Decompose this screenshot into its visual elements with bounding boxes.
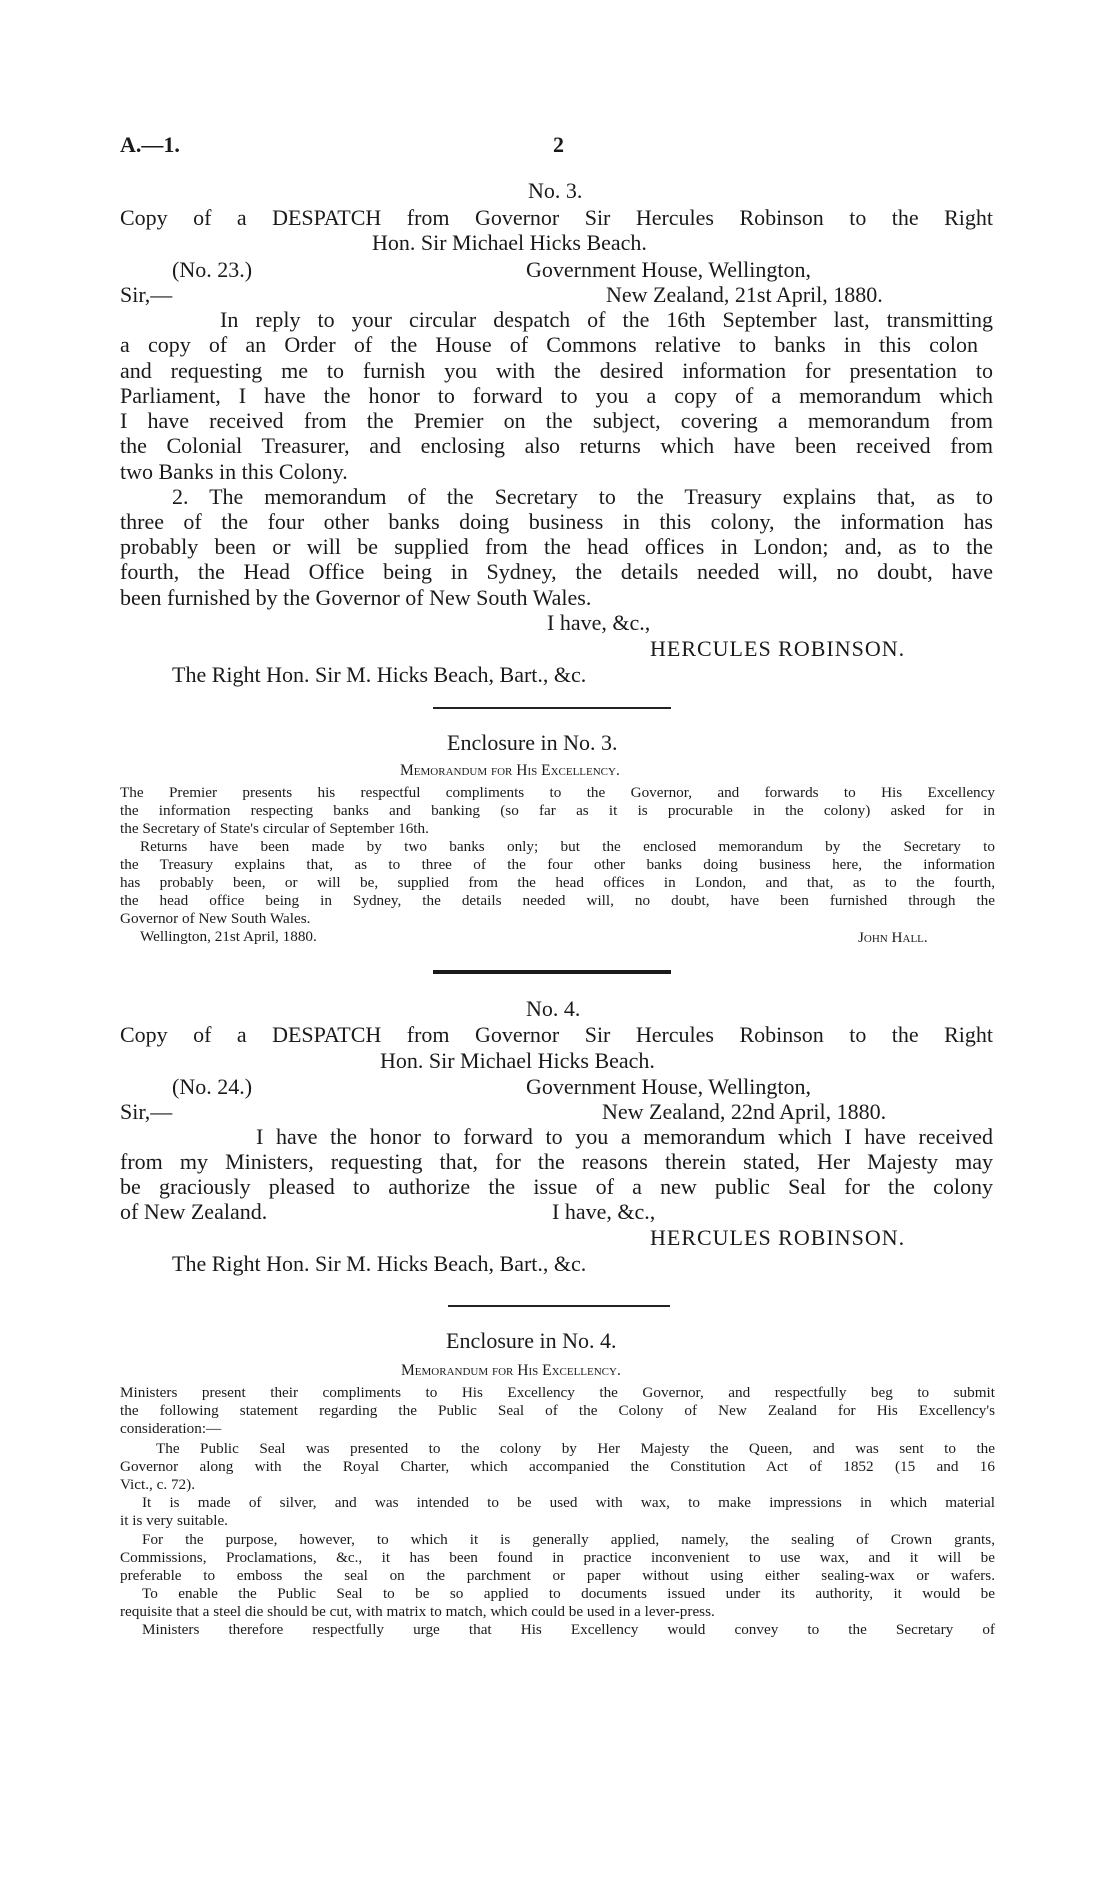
memo-line: Governor of New South Wales.: [120, 910, 311, 927]
memo-line: Vict., c. 72).: [120, 1476, 196, 1493]
body-line: from my Ministers, requesting that, for the reasons therein stated, Her Majesty may: [120, 1149, 993, 1174]
section-divider: [433, 970, 671, 974]
memo-line: the Secretary of State's circular of September 16th.: [120, 820, 429, 837]
despatch-ref-number: (No. 23.): [172, 257, 253, 282]
memo-signatory: John Hall.: [858, 929, 928, 946]
memo-line: consideration:—: [120, 1420, 222, 1437]
memorandum-title: Memorandum for His Excellency.: [401, 1362, 621, 1379]
despatch-number: No. 4.: [526, 996, 581, 1021]
body-line: I have the honor to forward to you a memorandum which I have received: [256, 1124, 993, 1149]
memo-date-line: Wellington, 21st April, 1880.: [140, 928, 317, 945]
body-line: In reply to your circular despatch of the 16th September last, transmitting: [220, 307, 993, 332]
sender-address: Government House, Wellington,: [526, 257, 812, 282]
closing: I have, &c.,: [547, 610, 651, 635]
memo-line: Returns have been made by two banks only; but the enclosed memorandum by the Secretary to: [140, 838, 995, 855]
memo-line: The Premier presents his respectful compliments to the Governor, and forwards to His Excellency: [120, 784, 995, 801]
signature: HERCULES ROBINSON.: [650, 1225, 906, 1250]
memo-line: has probably been, or will be, supplied from the head offices in London, and that, as to the fourth,: [120, 874, 995, 891]
salutation: Sir,—: [120, 282, 173, 307]
sender-address-date: New Zealand, 21st April, 1880.: [606, 282, 883, 307]
sender-address-date: New Zealand, 22nd April, 1880.: [602, 1099, 887, 1124]
memo-line: Ministers present their compliments to His Excellency the Governor, and respectfully beg to submit: [120, 1384, 995, 1401]
sender-address: Government House, Wellington,: [526, 1074, 812, 1099]
memo-line: the head office being in Sydney, the details needed will, no doubt, have been furnished through the: [120, 892, 995, 909]
enclosure-heading: Enclosure in No. 4.: [446, 1328, 617, 1353]
body-line: of New Zealand.: [120, 1199, 268, 1224]
body-line: two Banks in this Colony.: [120, 459, 348, 484]
despatch-title-continued: Hon. Sir Michael Hicks Beach.: [380, 1048, 655, 1073]
memo-line: For the purpose, however, to which it is generally applied, namely, the sealing of Crown grants,: [142, 1531, 995, 1548]
closing: I have, &c.,: [552, 1199, 656, 1224]
despatch-title-continued: Hon. Sir Michael Hicks Beach.: [372, 230, 647, 255]
body-line: been furnished by the Governor of New South Wales.: [120, 585, 592, 610]
salutation: Sir,—: [120, 1099, 173, 1124]
body-line: 2. The memorandum of the Secretary to the Treasury explains that, as to: [172, 484, 993, 509]
memo-line: Commissions, Proclamations, &c., it has been found in practice inconvenient to use wax, and it will be: [120, 1549, 995, 1566]
body-line: be graciously pleased to authorize the issue of a new public Seal for the colony: [120, 1174, 993, 1199]
memo-line: requisite that a steel die should be cut, with matrix to match, which could be used in a lever-press.: [120, 1603, 715, 1620]
body-line: fourth, the Head Office being in Sydney, the details needed will, no doubt, have: [120, 559, 993, 584]
memo-line: the Treasury explains that, as to three of the four other banks doing business here, the information: [120, 856, 995, 873]
memo-line: The Public Seal was presented to the colony by Her Majesty the Queen, and was sent to the: [156, 1440, 995, 1457]
page-number: 2: [553, 132, 564, 157]
body-line: probably been or will be supplied from the head offices in London; and, as to the: [120, 534, 993, 559]
body-line: and requesting me to furnish you with the desired information for presentation to: [120, 358, 993, 383]
memorandum-title: Memorandum for His Excellency.: [400, 762, 620, 779]
memo-line: Ministers therefore respectfully urge that His Excellency would convey to the Secretary of: [142, 1621, 995, 1638]
despatch-number: No. 3.: [528, 178, 583, 203]
addressee: The Right Hon. Sir M. Hicks Beach, Bart., &c.: [172, 1251, 587, 1276]
memo-line: it is very suitable.: [120, 1512, 228, 1529]
body-line: three of the four other banks doing business in this colony, the information has: [120, 509, 993, 534]
memo-line: the following statement regarding the Public Seal of the Colony of New Zealand for His Excellency's: [120, 1402, 995, 1419]
despatch-title: Copy of a DESPATCH from Governor Sir Hercules Robinson to the Right: [120, 205, 993, 230]
despatch-title: Copy of a DESPATCH from Governor Sir Hercules Robinson to the Right: [120, 1022, 993, 1047]
memo-line: preferable to emboss the seal on the parchment or paper without using either sealing-wax or wafers.: [120, 1567, 995, 1584]
addressee: The Right Hon. Sir M. Hicks Beach, Bart., &c.: [172, 662, 587, 687]
signature: HERCULES ROBINSON.: [650, 636, 906, 661]
section-divider: [448, 1305, 670, 1307]
memo-line: the information respecting banks and banking (so far as it is procurable in the colony) asked for in: [120, 802, 995, 819]
body-line: Parliament, I have the honor to forward to you a copy of a memorandum which: [120, 383, 993, 408]
memo-line: Governor along with the Royal Charter, which accompanied the Constitution Act of 1852 (15 and 16: [120, 1458, 995, 1475]
body-line: I have received from the Premier on the subject, covering a memorandum from: [120, 408, 993, 433]
document-reference: A.—1.: [120, 132, 180, 157]
memo-line: To enable the Public Seal to be so applied to documents issued under its authority, it would be: [142, 1585, 995, 1602]
section-divider: [433, 707, 671, 709]
despatch-ref-number: (No. 24.): [172, 1074, 253, 1099]
enclosure-heading: Enclosure in No. 3.: [447, 730, 618, 755]
memo-line: It is made of silver, and was intended to be used with wax, to make impressions in which material: [142, 1494, 995, 1511]
body-line: the Colonial Treasurer, and enclosing also returns which have been received from: [120, 433, 993, 458]
body-line: a copy of an Order of the House of Commons relative to banks in this colon: [120, 332, 978, 357]
